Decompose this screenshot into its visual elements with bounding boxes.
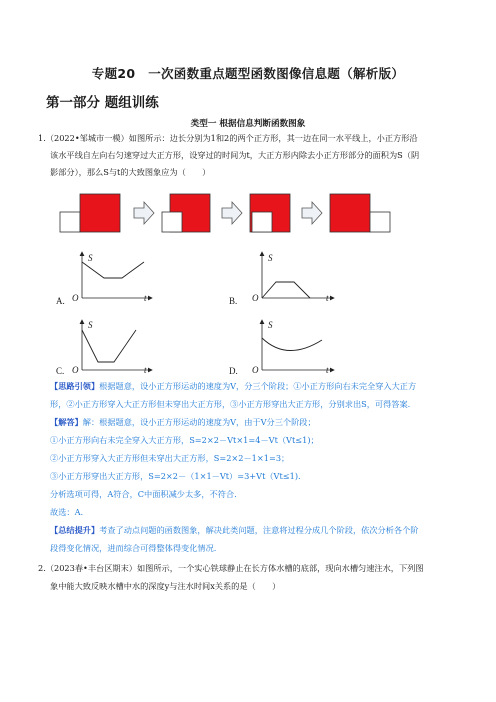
hint-line-2: 形，②小正方形穿入大正方形但未穿出大正方形，③小正方形穿出大正方形，分别求出S，可得答案. bbox=[50, 399, 411, 409]
q2-line-2: 象中能大致反映水槽中水的深度y与注水时间x关系的是（ ） bbox=[50, 581, 281, 591]
option-a-label: A. bbox=[56, 296, 65, 306]
graph-c-s-label: S bbox=[88, 320, 93, 330]
square-stage-1 bbox=[60, 194, 120, 232]
graph-d-s-label: S bbox=[268, 320, 273, 330]
arrow-icon bbox=[222, 202, 242, 224]
graph-c-o-label: O bbox=[72, 365, 79, 375]
square-stage-2 bbox=[162, 194, 210, 232]
graph-a-t-label: t bbox=[144, 293, 147, 303]
summary-tag: 【总结提升】 bbox=[50, 525, 100, 535]
summary-line-2: 段得变化情况，进而综合可得整体得变化情况. bbox=[50, 543, 217, 553]
square-sequence-figure bbox=[58, 192, 438, 250]
square-stage-4 bbox=[330, 194, 390, 232]
solution-line-2: ①小正方形向右未完全穿入大正方形，S=2×2－Vt×1=4－Vt（Vt≤1)； bbox=[50, 435, 319, 445]
solution-text-1: 解：根据题意，设小正方形运动的速度为V，由于V分三个阶段； bbox=[82, 417, 316, 427]
option-c-label: C. bbox=[56, 366, 65, 376]
solution-line-3: ②小正方形穿入大正方形但未穿出大正方形，S=2×2－1×1=3； bbox=[50, 453, 290, 463]
option-b-label: B. bbox=[229, 296, 238, 306]
option-graphs bbox=[52, 250, 462, 380]
graph-c-t-label: t bbox=[144, 365, 147, 375]
hint-line-1 bbox=[50, 381, 416, 392]
arrow-icon bbox=[134, 202, 154, 224]
graph-d-o-label: O bbox=[252, 365, 259, 375]
square-stage-3 bbox=[250, 194, 290, 232]
summary-text-1: 考查了动点问题的函数图象，解决此类问题，注意将过程分成几个阶段，依次分析各个阶 bbox=[99, 525, 419, 535]
hint-tag: 【思路引领】 bbox=[50, 381, 100, 391]
hint-text-1: 根据题意，设小正方形运动的速度为V，分三个阶段；①小正方形向右未完全穿入大正方 bbox=[99, 381, 417, 391]
section-type-heading: 类型一 根据信息判断函数图象 bbox=[190, 119, 306, 129]
solution-line-5: 分析选项可得，A符合，C中面积减少太多，不符合. bbox=[50, 489, 237, 499]
document-title: 专题20 一次函数重点题型函数图像信息题（解析版） bbox=[91, 66, 405, 81]
solution-line-1 bbox=[50, 417, 316, 428]
solution-tag: 【解答】 bbox=[50, 417, 83, 427]
option-d-label: D. bbox=[229, 366, 238, 376]
part-heading: 第一部分 题组训练 bbox=[46, 95, 159, 111]
solution-line-6: 故选：A. bbox=[50, 507, 84, 517]
q1-line-3: 影部分），那么S与t的大致图象应为（ ） bbox=[50, 167, 211, 177]
graph-a-s-label: S bbox=[88, 253, 93, 263]
q2-line-1: 2.（2023春•丰台区期末）如图所示，一个实心铁球静止在长方体水槽的底部，现向水槽匀速注水，下列图 bbox=[38, 563, 424, 573]
graph-b-s-label: S bbox=[268, 253, 273, 263]
arrow-icon bbox=[302, 202, 322, 224]
graph-d-t-label: t bbox=[326, 365, 329, 375]
graph-b-t-label: t bbox=[326, 293, 329, 303]
summary-line-1 bbox=[50, 525, 418, 536]
q1-line-2: 该水平线自左向右匀速穿过大正方形，设穿过的时间为t，大正方形内除去小正方形部分的面积为S（阴 bbox=[50, 150, 420, 160]
solution-line-4: ③小正方形穿出大正方形，S=2×2－（1×1－Vt）=3+Vt（Vt≤1). bbox=[50, 471, 301, 481]
q1-line-1: 1.（2022•邹城市一模）如图所示：边长分别为1和2的两个正方形，其一边在同一水平线上，小正方形沿 bbox=[38, 133, 418, 143]
graph-a-o-label: O bbox=[72, 293, 79, 303]
graph-b-o-label: O bbox=[252, 293, 259, 303]
